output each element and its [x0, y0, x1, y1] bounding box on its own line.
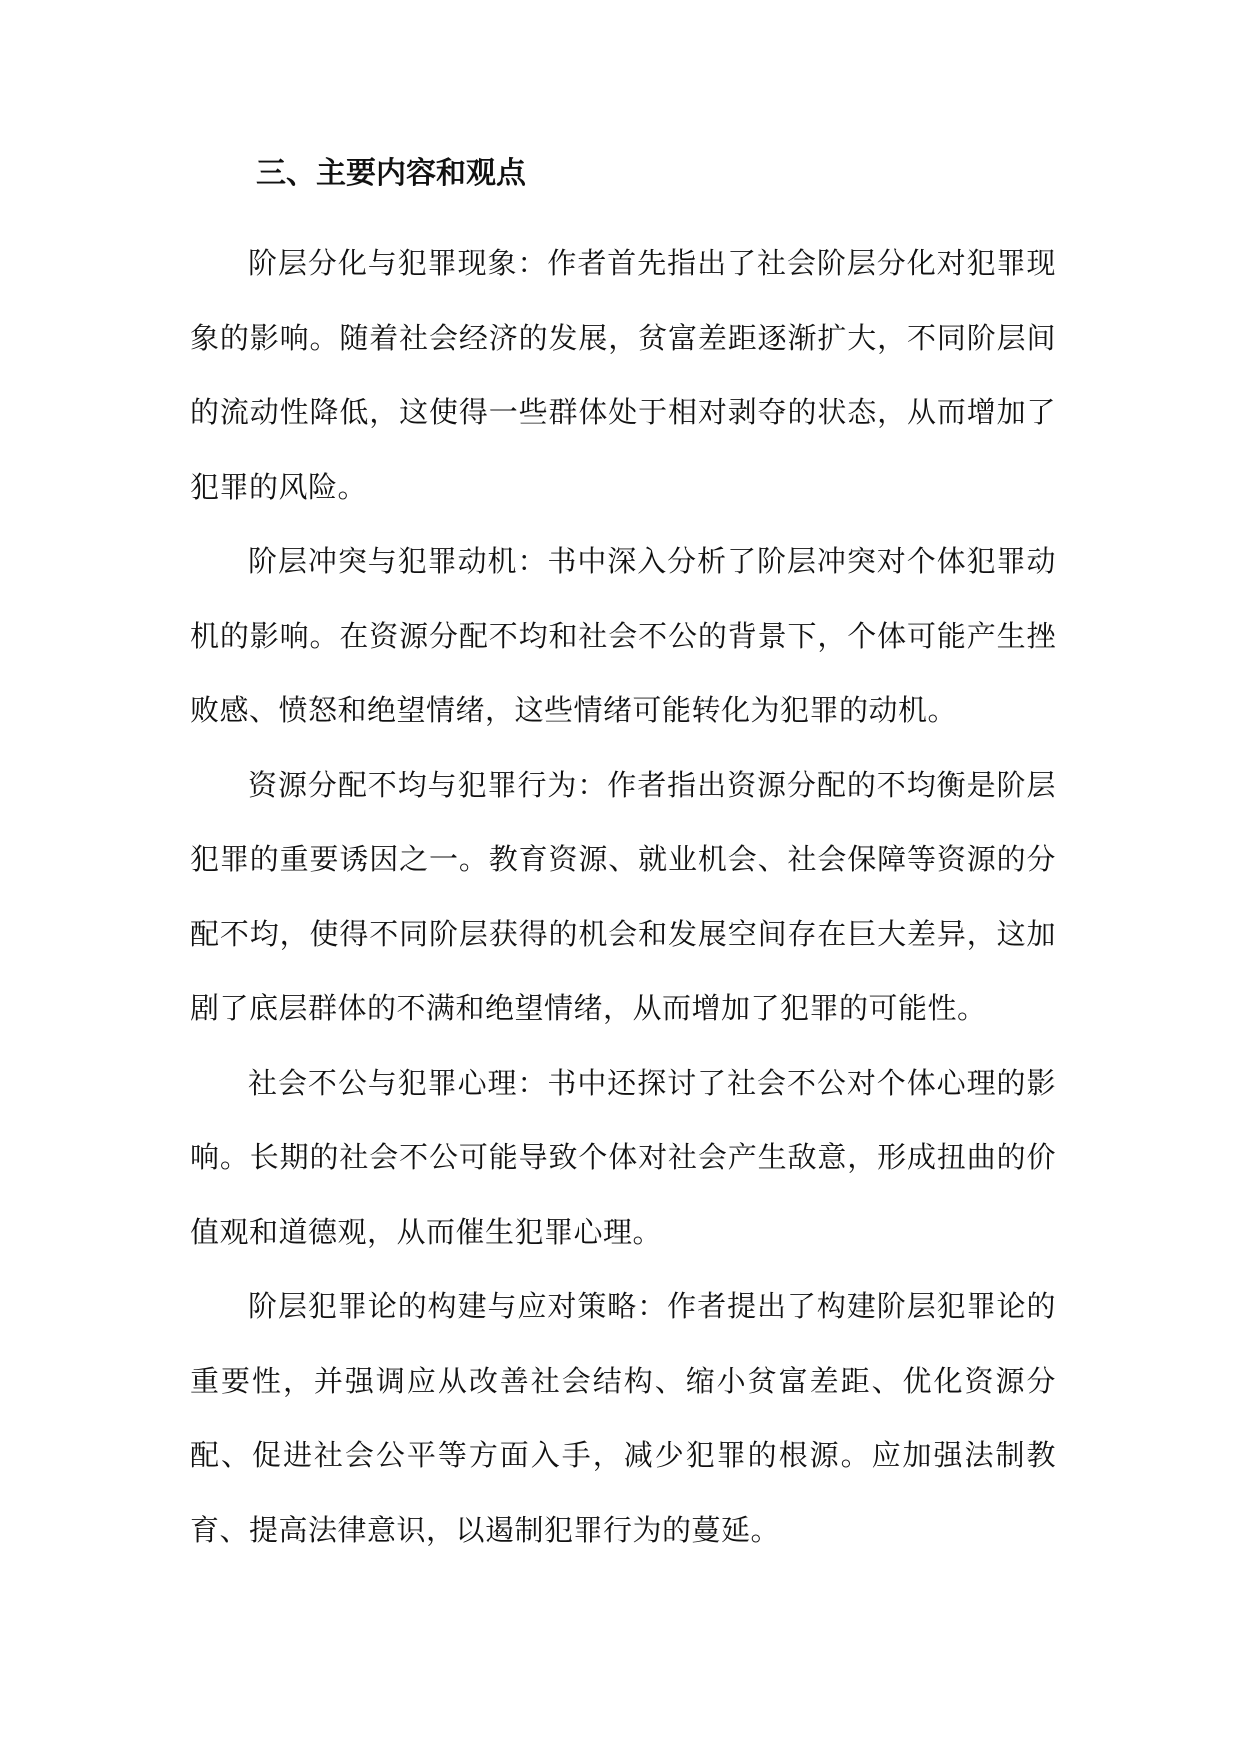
paragraph-resource-inequality: 资源分配不均与犯罪行为：作者指出资源分配的不均衡是阶层犯罪的重要诱因之一。教育资源、就业机会、社会保障等资源的分配不均，使得不同阶层获得的机会和发展空间存在巨大差异，这加剧了底层群体的不满和绝望情绪，从而增加了犯罪的可能性。	[190, 767, 1056, 1025]
paragraph-class-conflict: 阶层冲突与犯罪动机：书中深入分析了阶层冲突对个体犯罪动机的影响。在资源分配不均和社会不公的背景下，个体可能产生挫败感、愤怒和绝望情绪，这些情绪可能转化为犯罪的动机。	[190, 544, 1056, 727]
section-heading: 三、主要内容和观点	[256, 156, 526, 191]
paragraph-theory-and-strategy: 阶层犯罪论的构建与应对策略：作者提出了构建阶层犯罪论的重要性，并强调应从改善社会结构、缩小贫富差距、优化资源分配、促进社会公平等方面入手，减少犯罪的根源。应加强法制教育、提高法律意识，以遏制犯罪行为的蔓延。	[190, 1289, 1056, 1547]
paragraph-class-differentiation: 阶层分化与犯罪现象：作者首先指出了社会阶层分化对犯罪现象的影响。随着社会经济的发展，贫富差距逐渐扩大，不同阶层间的流动性降低，这使得一些群体处于相对剥夺的状态，从而增加了犯罪的风险。	[190, 246, 1056, 504]
section-body	[190, 226, 1056, 1567]
paragraph-social-injustice: 社会不公与犯罪心理：书中还探讨了社会不公对个体心理的影响。长期的社会不公可能导致个体对社会产生敌意，形成扭曲的价值观和道德观，从而催生犯罪心理。	[190, 1065, 1056, 1249]
